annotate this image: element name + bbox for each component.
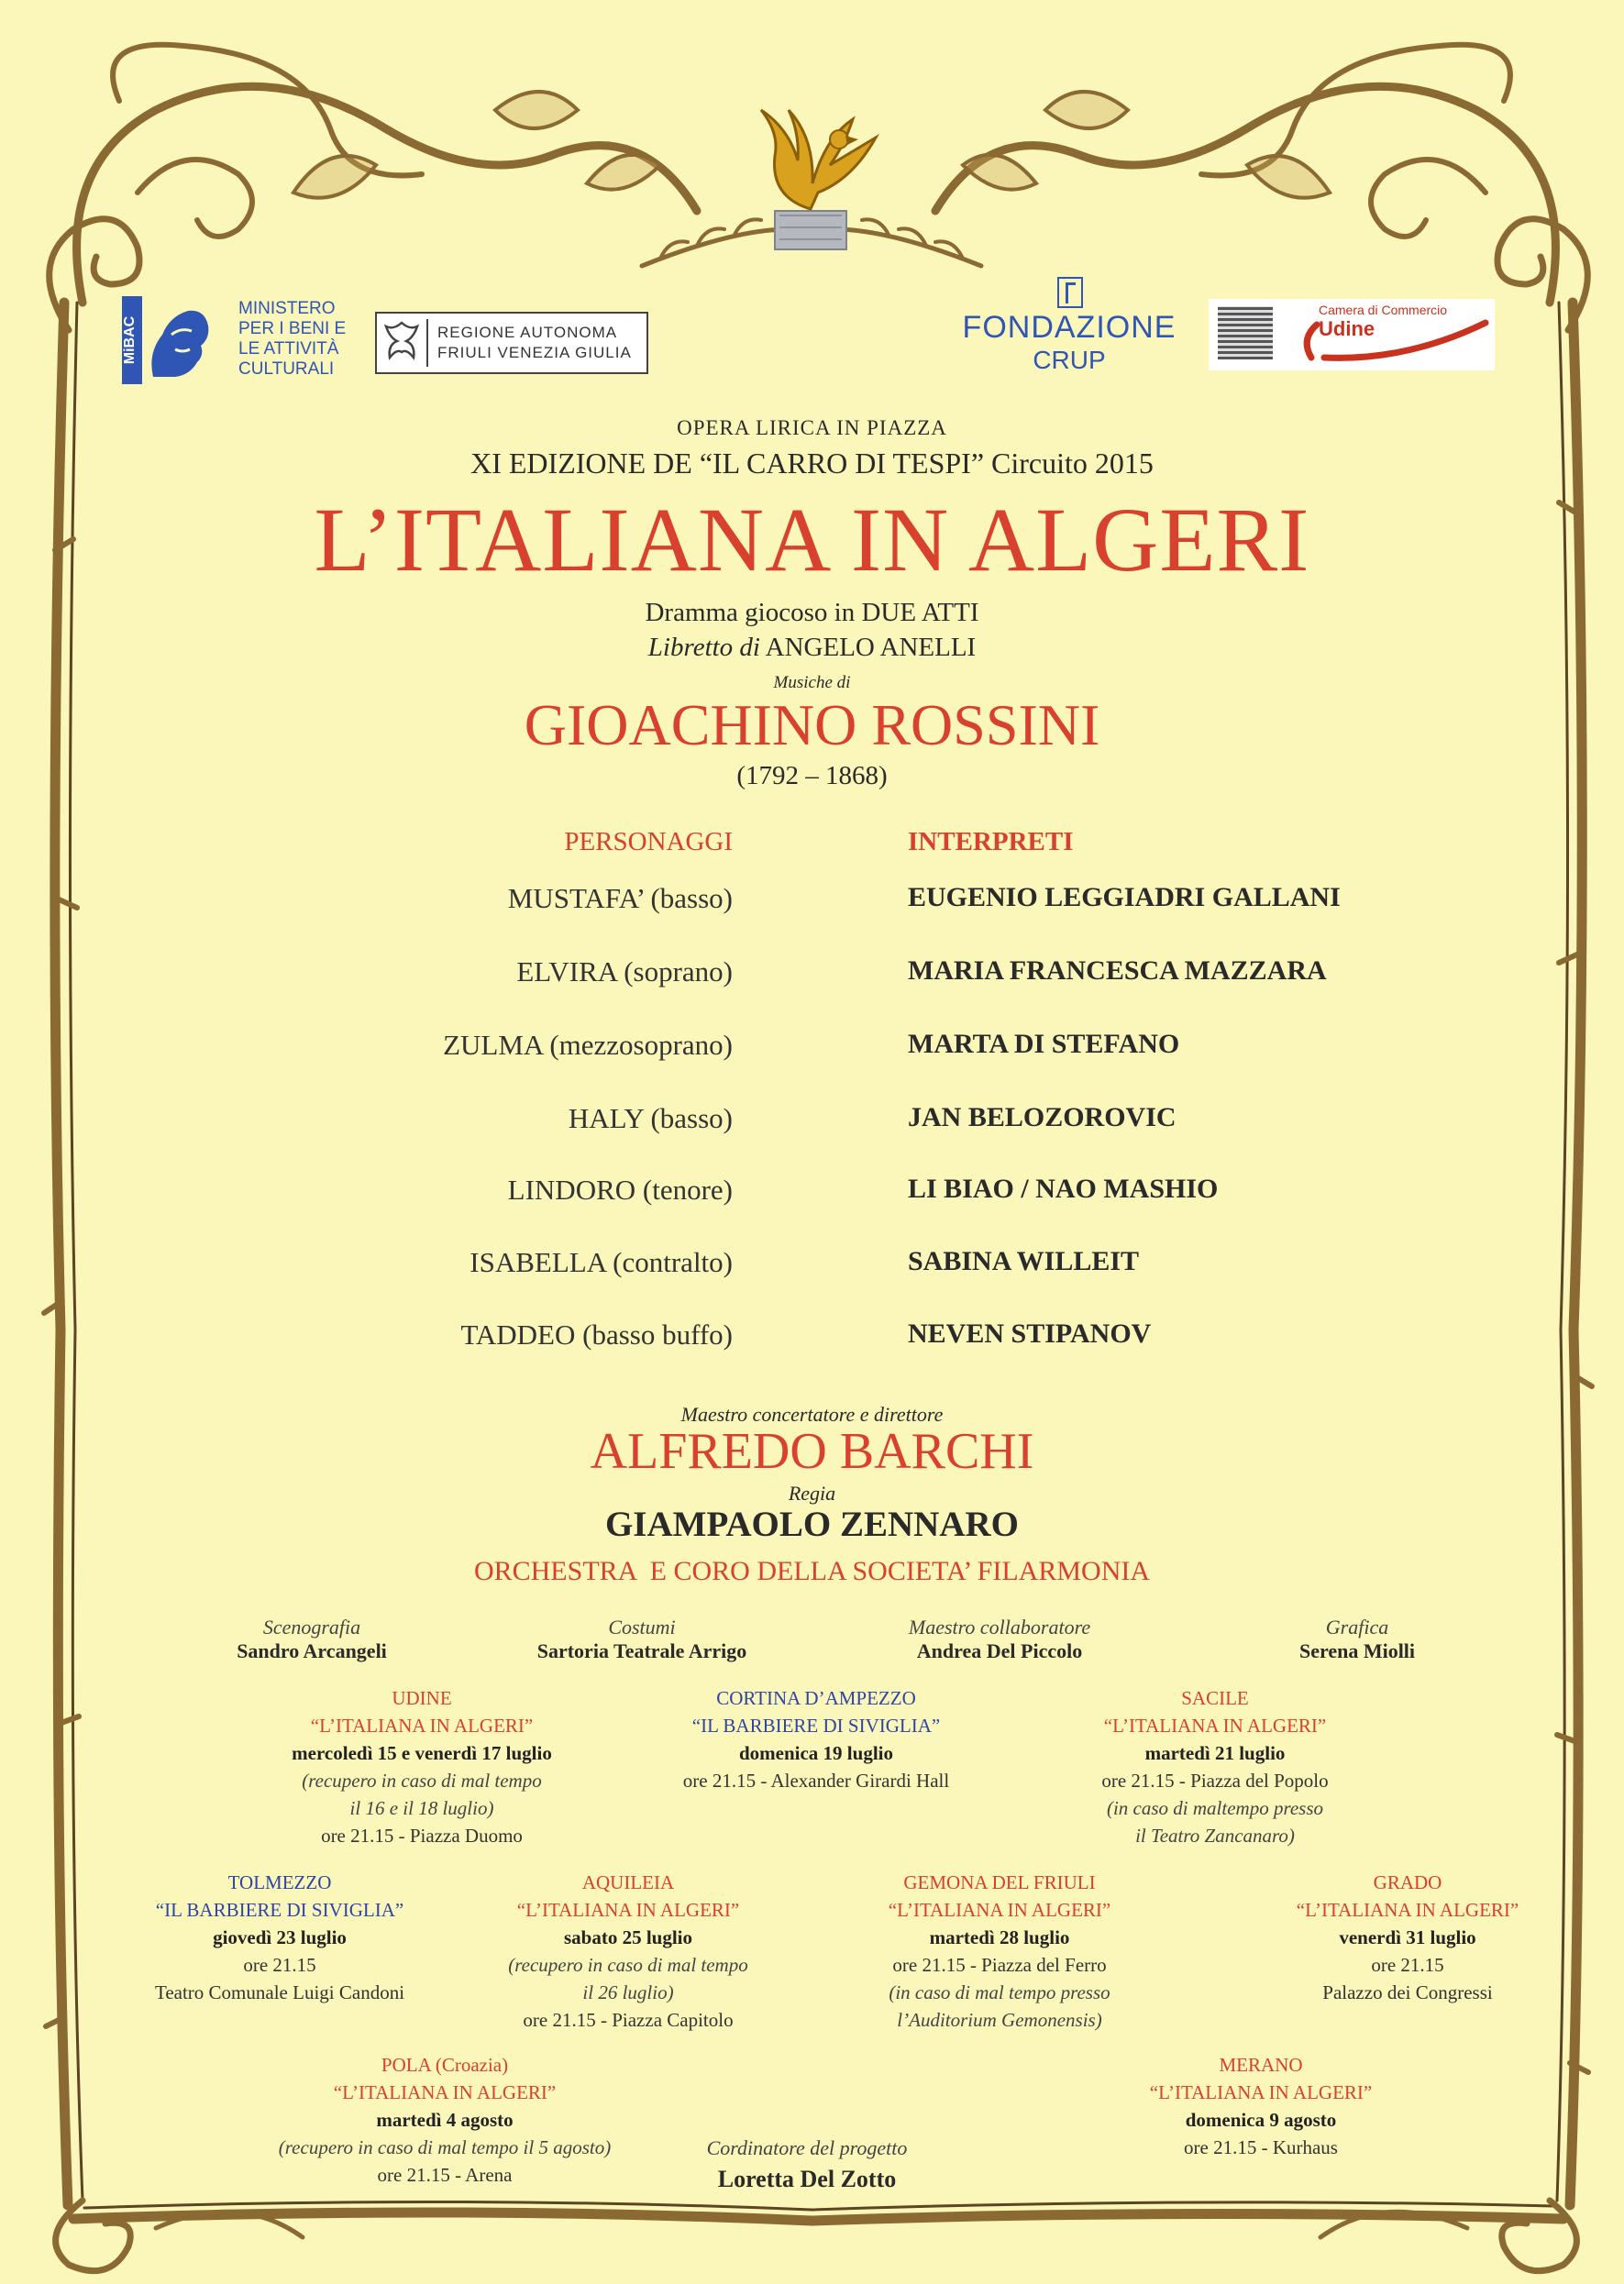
event-date: martedì 21 luglio [1144, 1742, 1286, 1764]
event-gemona [848, 1869, 1151, 2034]
event-city: SACILE [1181, 1687, 1249, 1709]
mibac-line: CULTURALI [238, 359, 335, 379]
composer: GIOACHINO ROSSINI [524, 692, 1100, 757]
credit-name: Andrea Del Piccolo [916, 1639, 1083, 1662]
camera-line: Udine [1319, 317, 1375, 340]
cast-performer: MARIA FRANCESCA MAZZARA [908, 955, 1327, 986]
event-opera: “L’ITALIANA IN ALGERI” [1103, 1715, 1327, 1737]
cast-roles-header: PERSONAGGI [564, 827, 733, 856]
event-place: Palazzo dei Congressi [1322, 1981, 1493, 2003]
event-note: (in caso di maltempo presso [1106, 1797, 1324, 1819]
event-city: UDINE [392, 1687, 452, 1709]
event-merano [1082, 2051, 1440, 2161]
regione-logo [375, 312, 648, 374]
regione-text [437, 323, 632, 363]
conductor: ALFREDO BARCHI [590, 1423, 1034, 1480]
event-city: TOLMEZZO [227, 1871, 332, 1893]
event-time-place: ore 21.15 - Kurhaus [1184, 2136, 1338, 2158]
cast-role: ISABELLA (contralto) [470, 1246, 733, 1278]
event-opera: “L’ITALIANA IN ALGERI” [333, 2081, 557, 2103]
cast-performer: SABINA WILLEIT [908, 1246, 1140, 1276]
libretto-label: Libretto di [647, 633, 760, 662]
event-aquileia [477, 1869, 779, 2034]
crup-emblem-icon [1057, 277, 1083, 308]
camera-commercio-logo [1209, 299, 1495, 370]
composer-years: (1792 – 1868) [736, 761, 888, 790]
event-date: sabato 25 luglio [563, 1926, 693, 1948]
cast-role: ELVIRA (soprano) [516, 955, 733, 988]
cast-performer: LI BIAO / NAO MASHIO [908, 1174, 1219, 1204]
kicker: OPERA LIRICA IN PIAZZA [677, 416, 947, 439]
event-udine [229, 1684, 614, 1849]
edition: XI EDIZIONE DE “IL CARRO DI TESPI” Circuito 2015 [470, 447, 1154, 480]
event-pola [238, 2051, 651, 2189]
regione-line: REGIONE AUTONOMA [437, 324, 618, 341]
event-city: CORTINA D’AMPEZZO [716, 1687, 916, 1709]
mibac-line: PER I BENI E [238, 319, 347, 338]
event-city: MERANO [1219, 2054, 1303, 2076]
event-note: (recupero in caso di mal tempo [508, 1954, 748, 1976]
music-label: Musiche di [773, 673, 851, 692]
event-opera: “L’ITALIANA IN ALGERI” [1149, 2081, 1373, 2103]
event-opera: “IL BARBIERE DI SIVIGLIA” [155, 1899, 404, 1921]
cast-performer: EUGENIO LEGGIADRI GALLANI [908, 882, 1341, 912]
regione-line: FRIULI VENEZIA GIULIA [437, 344, 632, 361]
camera-crest-icon [1218, 306, 1273, 359]
credit-name: Sartoria Teatrale Arrigo [536, 1639, 747, 1662]
event-note: (recupero in caso di mal tempo il 5 agosto) [278, 2136, 612, 2158]
event-time-place: ore 21.15 - Alexander Girardi Hall [682, 1770, 950, 1792]
event-date: domenica 19 luglio [738, 1742, 893, 1764]
cast-role: ZULMA (mezzosoprano) [443, 1029, 733, 1061]
cast-role: LINDORO (tenore) [507, 1174, 733, 1206]
event-grado [1270, 1869, 1545, 2006]
event-city: AQUILEIA [581, 1871, 675, 1893]
event-date: martedì 28 luglio [929, 1926, 1070, 1948]
conductor-label: Maestro concertatore e direttore [680, 1403, 944, 1426]
event-time-place: ore 21.15 - Piazza del Ferro [892, 1954, 1107, 1976]
page-title: L’ITALIANA IN ALGERI [314, 489, 1310, 590]
event-date: mercoledì 15 e venerdì 17 luglio [292, 1742, 552, 1764]
cast-role: MUSTAFA’ (basso) [507, 882, 733, 914]
event-city: GRADO [1373, 1871, 1442, 1893]
regione-eagle-icon [381, 317, 423, 367]
event-date: venerdì 31 luglio [1339, 1926, 1476, 1948]
event-date: giovedì 23 luglio [213, 1926, 347, 1948]
subtitle: Dramma giocoso in DUE ATTI [645, 598, 979, 627]
event-note: l’Auditorium Gemonensis) [897, 2009, 1102, 2031]
event-time: ore 21.15 [243, 1954, 316, 1976]
event-date: martedì 4 agosto [376, 2109, 514, 2131]
event-note: il Teatro Zancanaro) [1135, 1825, 1295, 1847]
coordinator [669, 2136, 945, 2193]
event-opera: “L’ITALIANA IN ALGERI” [516, 1899, 740, 1921]
credit-scenografia [174, 1616, 449, 1663]
credit-name: Sandro Arcangeli [237, 1639, 387, 1662]
event-note: (recupero in caso di mal tempo [302, 1770, 542, 1792]
credit-costumi [504, 1616, 779, 1663]
event-cortina [624, 1684, 1009, 1794]
event-place: Teatro Comunale Luigi Candoni [154, 1981, 405, 2003]
cast-role: HALY (basso) [568, 1102, 733, 1134]
credit-name: Serena Miolli [1298, 1639, 1416, 1662]
camera-swoosh-icon [1297, 317, 1491, 367]
cast-performers-header: INTERPRETI [908, 827, 1074, 856]
event-city: GEMONA DEL FRIULI [903, 1871, 1096, 1893]
regia: GIAMPAOLO ZENNARO [604, 1505, 1020, 1544]
mibac-logo [122, 296, 214, 384]
credit-label: Scenografia [262, 1616, 361, 1639]
crup-line: CRUP [1033, 346, 1106, 374]
cast-performer: NEVEN STIPANOV [908, 1319, 1152, 1349]
crup-logo [954, 310, 1185, 376]
cast-performer: MARTA DI STEFANO [908, 1029, 1180, 1059]
event-opera: “L’ITALIANA IN ALGERI” [310, 1715, 534, 1737]
libretto-line [0, 633, 1624, 663]
event-time-place: ore 21.15 - Piazza del Popolo [1101, 1770, 1329, 1792]
credit-maestro-collaboratore [862, 1616, 1137, 1663]
credit-grafica [1220, 1616, 1495, 1663]
mibac-head-icon [144, 298, 214, 382]
event-date: domenica 9 agosto [1185, 2109, 1337, 2131]
event-opera: “L’ITALIANA IN ALGERI” [1296, 1899, 1519, 1921]
mibac-text [238, 299, 346, 380]
event-opera: “IL BARBIERE DI SIVIGLIA” [691, 1715, 941, 1737]
event-time-place: ore 21.15 - Piazza Duomo [321, 1825, 523, 1847]
camera-line: Camera di Commercio [1319, 303, 1448, 317]
mibac-line: MINISTERO [238, 299, 336, 318]
event-time-place: ore 21.15 - Piazza Capitolo [523, 2009, 734, 2031]
mibac-abbr: MiBAC [122, 315, 138, 365]
event-time-place: ore 21.15 - Arena [377, 2164, 513, 2186]
event-opera: “L’ITALIANA IN ALGERI” [888, 1899, 1111, 1921]
mibac-line: LE ATTIVITÀ [238, 339, 339, 359]
credit-label: Maestro collaboratore [908, 1616, 1091, 1639]
coordinator-name: Loretta Del Zotto [717, 2166, 897, 2192]
event-note: il 26 luglio) [582, 1981, 674, 2003]
event-sacile [1022, 1684, 1408, 1849]
event-city: POLA (Croazia) [381, 2054, 509, 2076]
crup-line: FONDAZIONE [962, 310, 1177, 345]
regia-label: Regia [788, 1482, 836, 1505]
event-note: (in caso di mal tempo presso [889, 1981, 1110, 2003]
coordinator-label: Cordinatore del progetto [706, 2136, 908, 2159]
event-note: il 16 e il 18 luglio) [349, 1797, 494, 1819]
orchestra: ORCHESTRA E CORO DELLA SOCIETA’ FILARMONIA [473, 1556, 1151, 1586]
cast-role: TADDEO (basso buffo) [460, 1319, 733, 1351]
libretto-author: ANGELO ANELLI [765, 633, 977, 662]
credit-label: Costumi [608, 1616, 676, 1639]
cast-performer: JAN BELOZOROVIC [908, 1102, 1177, 1132]
credit-label: Grafica [1325, 1616, 1389, 1639]
event-tolmezzo [128, 1869, 431, 2006]
event-time: ore 21.15 [1371, 1954, 1444, 1976]
